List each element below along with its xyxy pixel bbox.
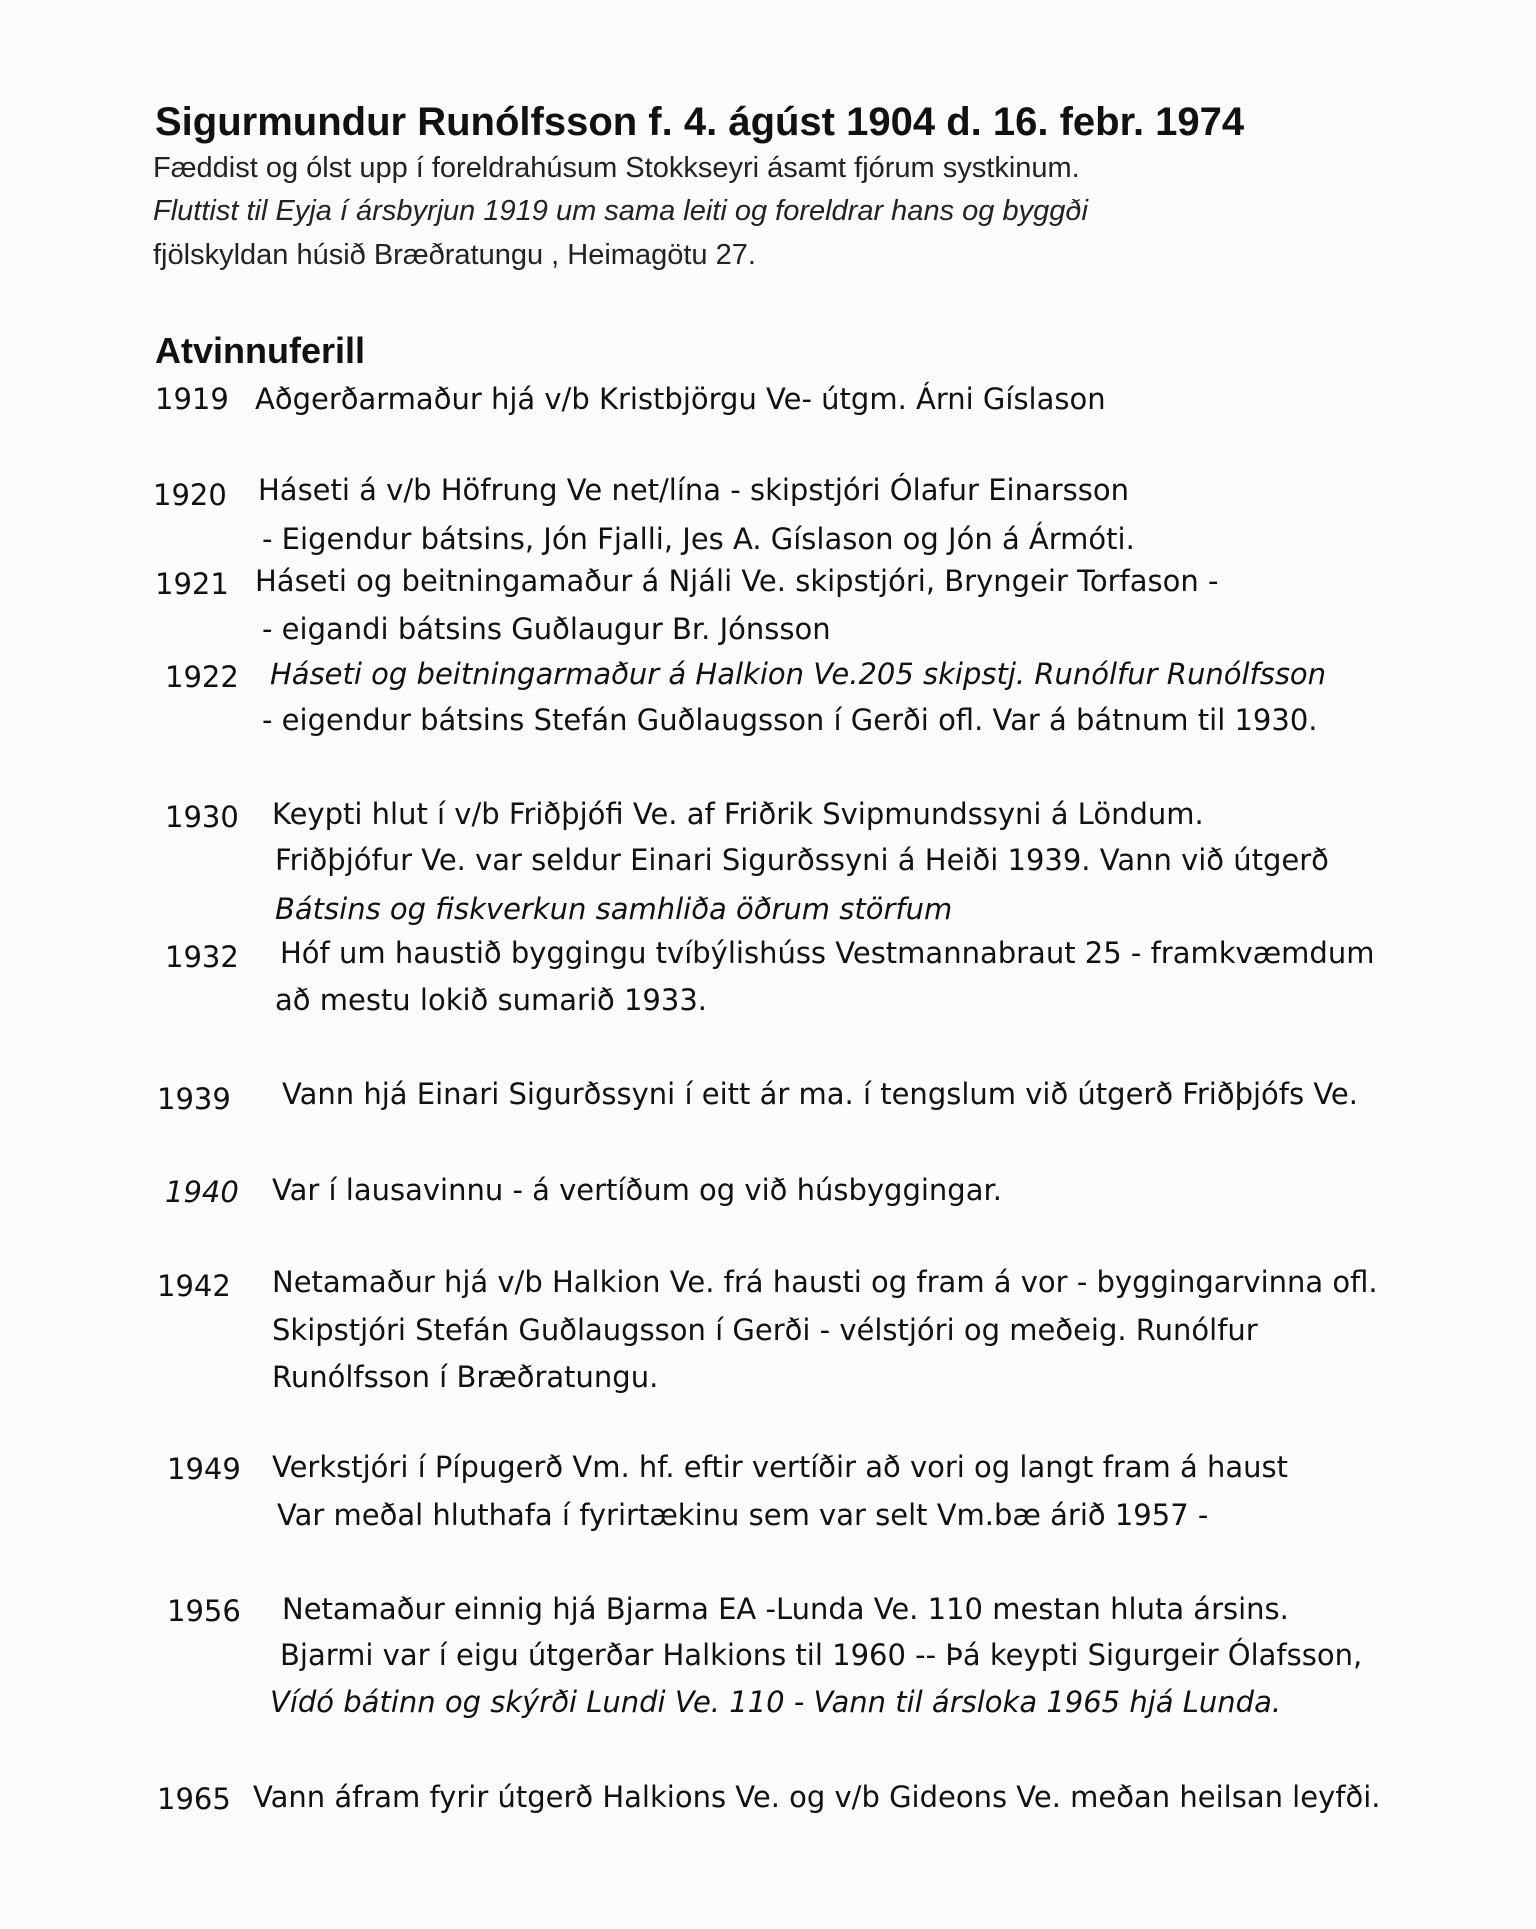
entry-line: Háseti og beitningamaður á Njáli Ve. skipstjóri, Bryngeir Torfason - <box>255 564 1219 598</box>
entry-year: 1940 <box>165 1175 239 1209</box>
entry-year: 1921 <box>155 567 229 601</box>
entry-line: Friðþjófur Ve. var seldur Einari Sigurðssyni á Heiði 1939. Vann við útgerð <box>275 843 1329 877</box>
entry-year: 1920 <box>153 478 227 512</box>
entry-line: Vann hjá Einari Sigurðssyni í eitt ár ma. í tengslum við útgerð Friðþjófs Ve. <box>282 1077 1358 1111</box>
intro-line: fjölskyldan húsið Bræðratungu , Heimagötu 27. <box>153 239 756 271</box>
entry-line: Runólfsson í Bræðratungu. <box>272 1360 659 1394</box>
entry-line: Háseti og beitningarmaður á Halkion Ve.205 skipstj. Runólfur Runólfsson <box>270 657 1327 691</box>
entry-line: Skipstjóri Stefán Guðlaugsson í Gerði - vélstjóri og meðeig. Runólfur <box>272 1313 1258 1347</box>
entry-line: Var í lausavinnu - á vertíðum og við húsbyggingar. <box>272 1173 1002 1207</box>
entry-line: Netamaður hjá v/b Halkion Ve. frá hausti og fram á vor - byggingarvinna ofl. <box>272 1265 1378 1299</box>
entry-year: 1942 <box>157 1269 231 1303</box>
entry-line: Keypti hlut í v/b Friðþjófi Ve. af Friðrik Svipmundssyni á Löndum. <box>272 797 1204 831</box>
entry-year: 1956 <box>167 1594 241 1628</box>
entry-line: Var meðal hluthafa í fyrirtækinu sem var selt Vm.bæ árið 1957 - <box>277 1498 1209 1532</box>
intro-line: Fæddist og ólst upp í foreldrahúsum Stokkseyri ásamt fjórum systkinum. <box>153 152 1080 184</box>
page-title: Sigurmundur Runólfsson f. 4. ágúst 1904 d. 16. febr. 1974 <box>155 100 1245 144</box>
entry-line: - eigendur bátsins Stefán Guðlaugsson í Gerði ofl. Var á bátnum til 1930. <box>262 703 1318 737</box>
entry-line: Hóf um haustið byggingu tvíbýlishúss Vestmannabraut 25 - framkvæmdum <box>280 936 1375 970</box>
entry-line: að mestu lokið sumarið 1933. <box>275 983 707 1017</box>
entry-year: 1949 <box>167 1452 241 1486</box>
entry-line: Verkstjóri í Pípugerð Vm. hf. eftir vertíðir að vori og langt fram á haust <box>272 1450 1288 1484</box>
entry-year: 1939 <box>157 1082 231 1116</box>
entry-year: 1919 <box>155 382 229 416</box>
entry-line: - Eigendur bátsins, Jón Fjalli, Jes A. Gíslason og Jón á Ármóti. <box>262 522 1135 556</box>
entry-line: Vann áfram fyrir útgerð Halkions Ve. og v/b Gideons Ve. meðan heilsan leyfði. <box>253 1780 1381 1814</box>
entry-line: Netamaður einnig hjá Bjarma EA -Lunda Ve. 110 mestan hluta ársins. <box>282 1592 1289 1626</box>
entry-line: Vídó bátinn og skýrði Lundi Ve. 110 - Vann til ársloka 1965 hjá Lunda. <box>270 1685 1282 1719</box>
entry-line: Bátsins og fiskverkun samhliða öðrum störfum <box>275 892 953 926</box>
entry-line: - eigandi bátsins Guðlaugur Br. Jónsson <box>262 612 831 646</box>
section-heading: Atvinnuferill <box>155 330 366 371</box>
entry-year: 1922 <box>165 660 239 694</box>
entry-year: 1932 <box>165 940 239 974</box>
entry-year: 1965 <box>157 1782 231 1816</box>
entry-line: Háseti á v/b Höfrung Ve net/lína - skipstjóri Ólafur Einarsson <box>258 473 1129 507</box>
entry-line: Aðgerðarmaður hjá v/b Kristbjörgu Ve- útgm. Árni Gíslason <box>255 382 1106 416</box>
entry-line: Bjarmi var í eigu útgerðar Halkions til 1960 -- Þá keypti Sigurgeir Ólafsson, <box>280 1638 1363 1672</box>
entry-year: 1930 <box>165 800 239 834</box>
intro-line: Fluttist til Eyja í ársbyrjun 1919 um sama leiti og foreldrar hans og byggði <box>153 195 1088 227</box>
